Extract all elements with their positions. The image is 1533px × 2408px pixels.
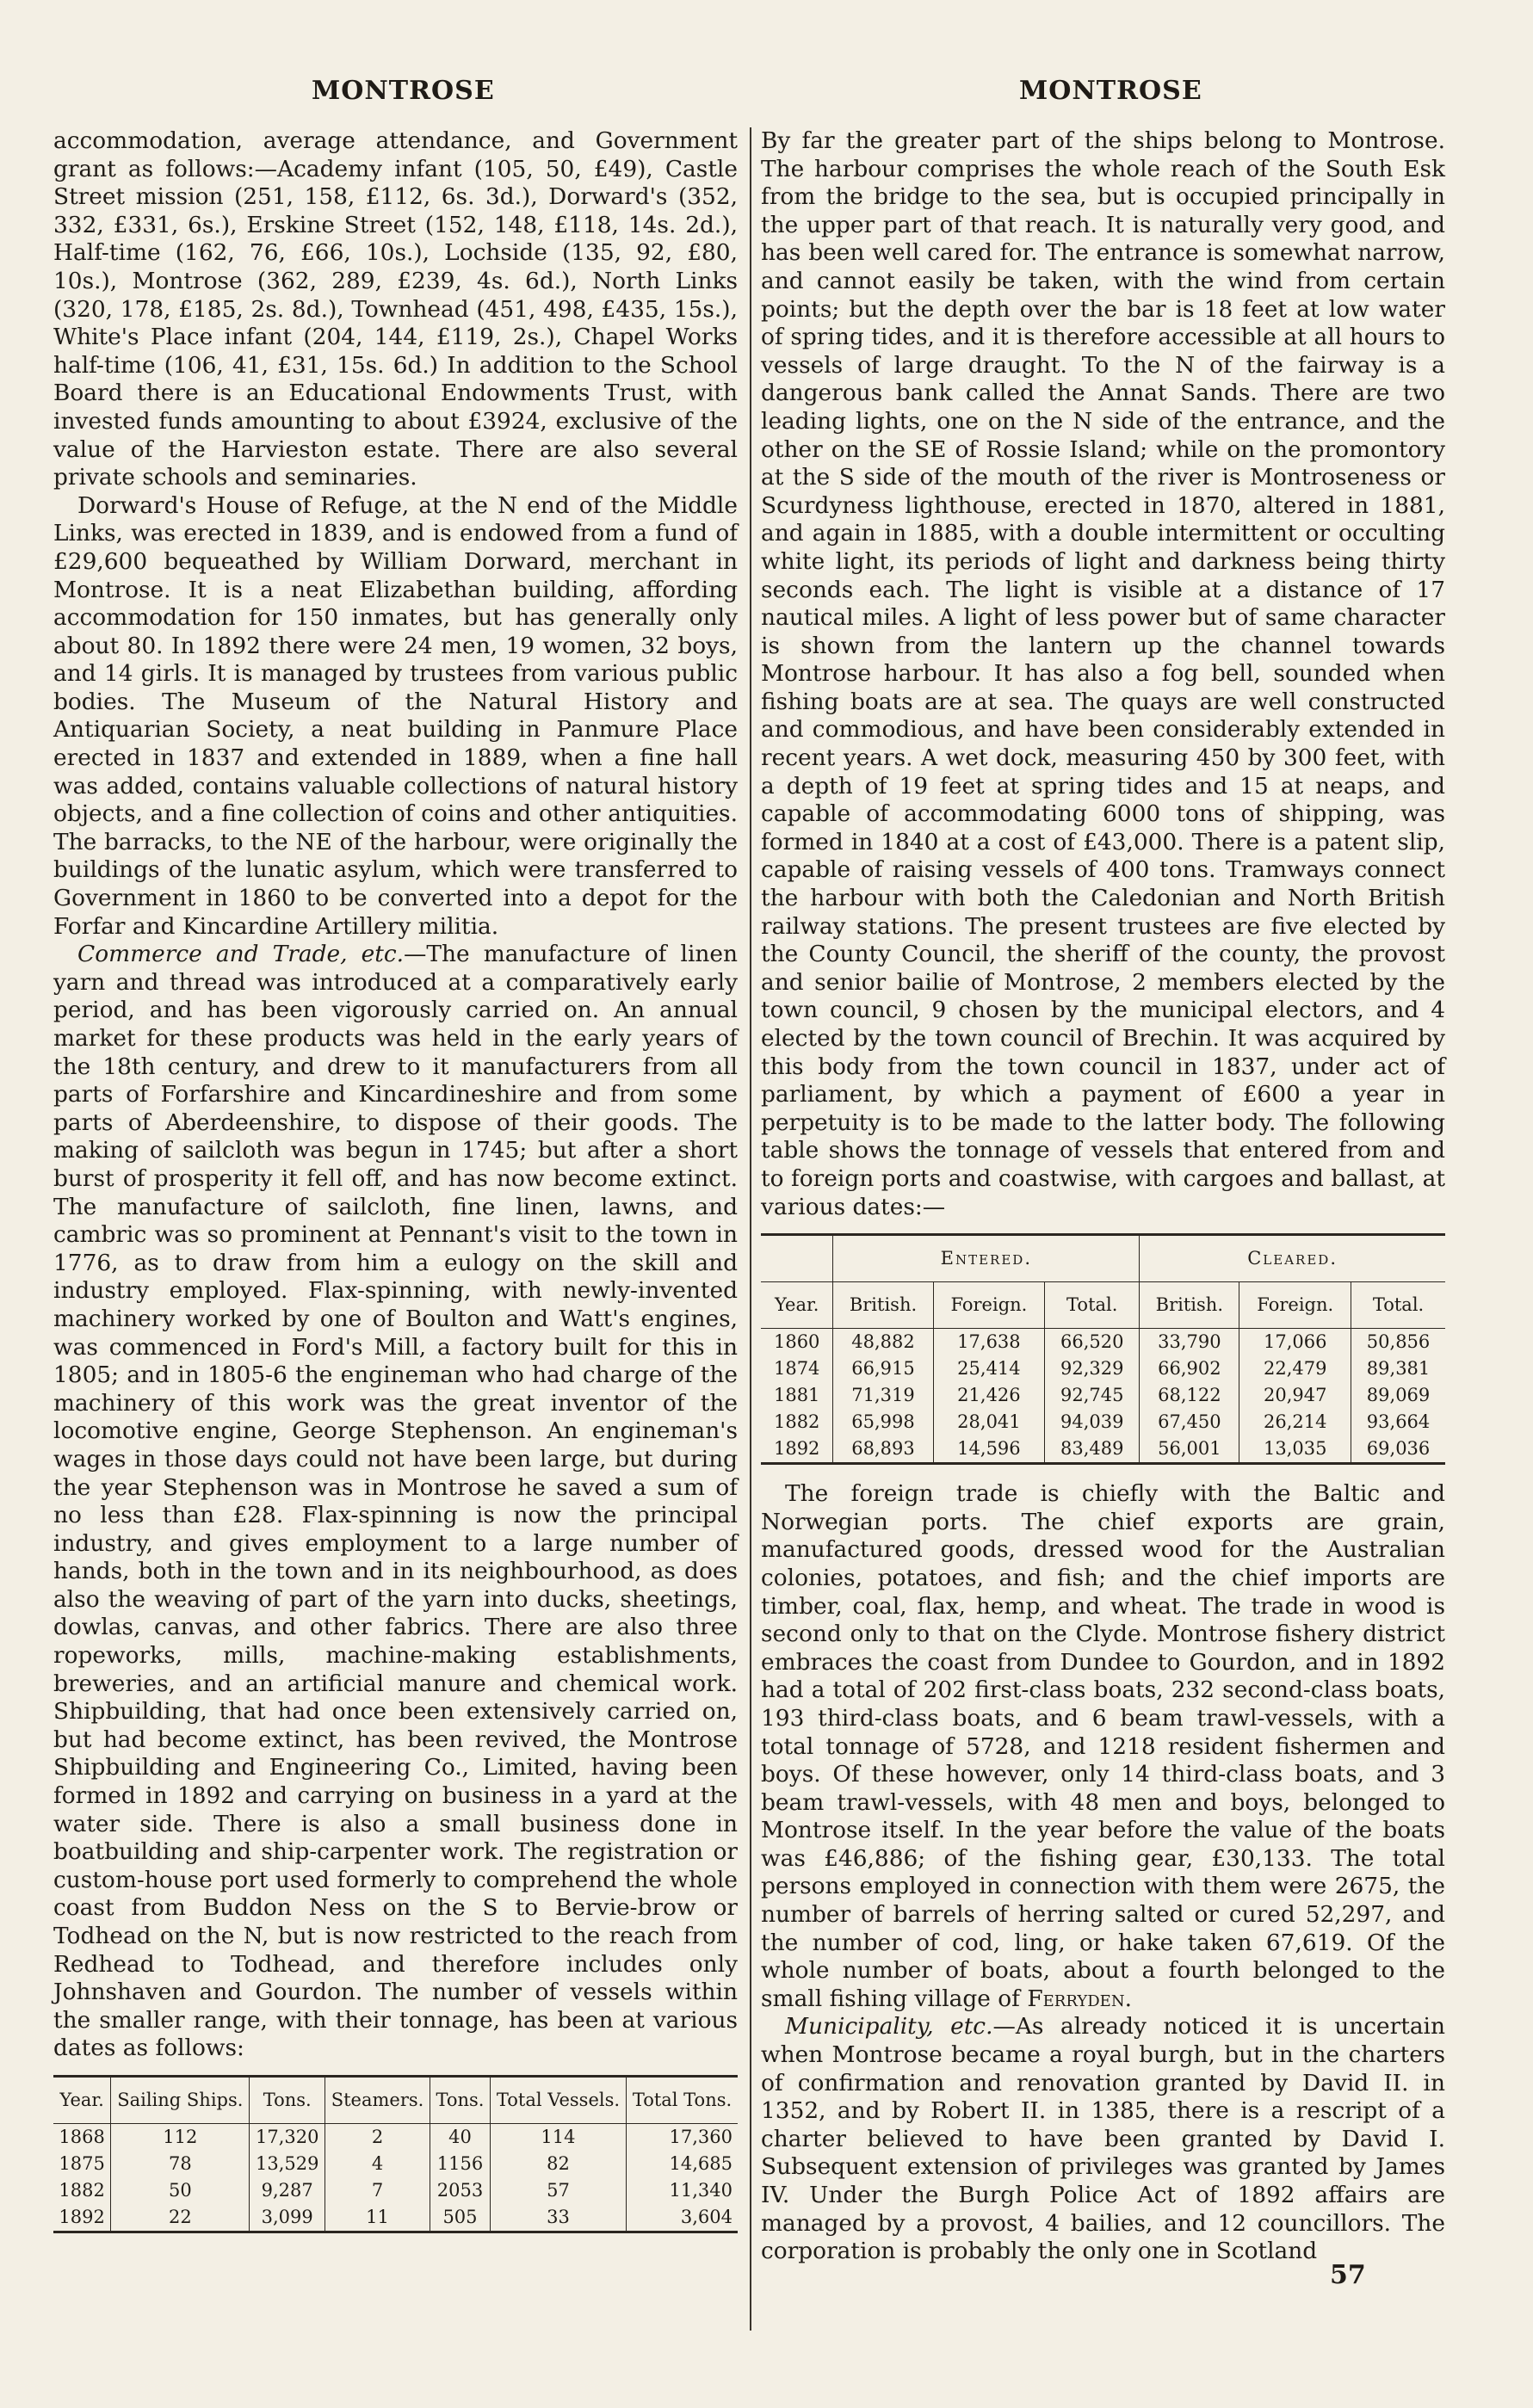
table-cell: 82 xyxy=(490,2151,626,2177)
table-cell: 89,069 xyxy=(1351,1382,1445,1409)
table-cell: 20,947 xyxy=(1239,1382,1351,1409)
table-cell: 13,529 xyxy=(250,2151,325,2177)
paragraph-commerce-text: —The manufacture of linen yarn and thread was introduced at a comparatively early period, and has been vigorously carried on. An annual market for these products was held in the early years of the 18th century, and drew to it manufacturers from all parts of Forfarshire and Kincardineshire and from some parts of Aberdeenshire, to dispose of their goods. The making of sailcloth was begun in 1745; but after a short burst of prosperity it fell off, and has now become extinct. The manufacture of sailcloth, fine linen, lawns, and cambric was so prominent at Pennant's visit to the town in 1776, as to draw from him a eulogy on the skill and industry employed. Flax-spinning, with newly-invented machinery worked by one of Boulton and Watt's engines, was commenced in Ford's Mill, a factory built for this in 1805; and in 1805-6 the engineman who had charge of the machinery of this work was the great inventor of the locomotive engine, George Stephenson. An engineman's wages in those days could not have been large, but during the year Stephenson was in Montrose he saved a sum of no less than £28. Flax-spinning is now the principal industry, and gives employment to a large number of hands, both in the town and in its neighbourhood, as does also the weaving of part of the yarn into ducks, sheetings, dowlas, canvas, and other fabrics. There are also three ropeworks, mills, machine-making establishments, breweries, and an artificial manure and chemical work. Shipbuilding, that had once been extensively carried on, but had become extinct, has been revived, the Montrose Shipbuilding and Engineering Co., Limited, having been formed in 1892 and carrying on business in a yard at the water side. There is also a small business done in boatbuilding and ship-carpenter work. The registration or custom-house port used formerly to comprehend the whole coast from Buddon Ness on the S to Bervie-brow or Todhead on the N, but is now restricted to the reach from Redhead to Todhead, and therefore includes only Johnshaven and Gourdon. The number of vessels within the smaller range, with their tonnage, has been at various dates as follows: xyxy=(53,941,738,2062)
table-cell: 505 xyxy=(430,2204,491,2232)
table-cell: 1156 xyxy=(430,2151,491,2177)
table-cell: 11 xyxy=(325,2204,430,2232)
table-group-spacer xyxy=(761,1235,833,1282)
table-row xyxy=(761,1382,1445,1409)
table-cell: 1881 xyxy=(773,1385,820,1406)
table-header: Year. xyxy=(53,2076,111,2123)
table-cell: 17,066 xyxy=(1239,1329,1351,1356)
running-header-right: MONTROSE xyxy=(1019,76,1202,106)
table-cell: 3,604 xyxy=(627,2204,739,2232)
right-column xyxy=(761,127,1445,2266)
table-cell: 4 xyxy=(325,2151,430,2177)
table-cell: 78 xyxy=(111,2151,250,2177)
table-cell: 25,414 xyxy=(933,1355,1045,1382)
table-cell: 89,381 xyxy=(1351,1355,1445,1382)
paragraph-refuge: Dorward's House of Refuge, at the N end of the Middle Links, was erected in 1839, and is endowed from a fund of £29,600 bequeathed by William Dorward, merchant in Montrose. It is a neat Elizabethan building, affording accommodation for 150 inmates, but has generally only about 80. In 1892 there were 24 men, 19 women, 32 boys, and 14 girls. It is managed by trustees from various public bodies. The Museum of the Natural History and Antiquarian Society, a neat building in Panmure Place erected in 1837 and extended in 1889, when a fine hall was added, contains valuable collections of natural history objects, and a fine collection of coins and other antiquities. The barracks, to the NE of the harbour, were originally the buildings of the lunatic asylum, which were transferred to Government in 1860 to be converted into a depot for the Forfar and Kincardine Artillery militia. xyxy=(53,491,738,940)
column-divider xyxy=(750,127,751,2331)
table-cell: 1860 xyxy=(773,1331,820,1353)
table-row xyxy=(53,2204,738,2232)
table-cell: 2 xyxy=(325,2123,430,2151)
table-header: British. xyxy=(833,1282,933,1329)
table-row xyxy=(761,1436,1445,1464)
table-cell: 2053 xyxy=(430,2177,491,2204)
table-cell: 71,319 xyxy=(833,1382,933,1409)
table-cell: 1892 xyxy=(773,1438,820,1460)
table-cell: 17,360 xyxy=(627,2123,739,2151)
table-header: Tons. xyxy=(430,2076,491,2123)
paragraph-municipality xyxy=(761,2013,1445,2265)
table-cell: 92,745 xyxy=(1045,1382,1140,1409)
table-cell: 56,001 xyxy=(1140,1436,1239,1464)
table-cell: 94,039 xyxy=(1045,1409,1140,1436)
table-cell: 50,856 xyxy=(1351,1329,1445,1356)
table-cell: 28,041 xyxy=(933,1409,1045,1436)
tonnage-table xyxy=(761,1233,1445,1465)
table-header: Total Tons. xyxy=(627,2076,739,2123)
table-cell: 11,340 xyxy=(627,2177,739,2204)
table-cell: 83,489 xyxy=(1045,1436,1140,1464)
table-header: Foreign. xyxy=(1239,1282,1351,1329)
section-heading-commerce: Commerce and Trade, etc. xyxy=(77,941,404,968)
running-header-left: MONTROSE xyxy=(312,76,495,106)
table-row xyxy=(53,2177,738,2204)
paragraph-commerce xyxy=(53,941,738,2063)
table-cell: 48,882 xyxy=(833,1329,933,1356)
table-group-cleared: Cleared. xyxy=(1140,1235,1445,1282)
table-cell: 21,426 xyxy=(933,1382,1045,1409)
paragraph-municipality-text: —As already noticed it is uncertain when Montrose became a royal burgh, but in the charters of confirmation and renovation granted by David II. in 1352, and by Robert II. in 1385, there is a rescript of a charter believed to have been granted by David I. Subsequent extension of privileges was granted by James IV. Under the Burgh Police Act of 1892 affairs are managed by a provost, 4 bailies, and 12 councillors. The corporation is probably the only one in Scotland xyxy=(761,2013,1445,2265)
table-cell: 17,638 xyxy=(933,1329,1045,1356)
table-cell: 93,664 xyxy=(1351,1409,1445,1436)
table-row xyxy=(53,2123,738,2151)
table-cell: 57 xyxy=(490,2177,626,2204)
left-column xyxy=(53,127,738,2249)
table-cell: 1875 xyxy=(59,2152,105,2174)
place-name-ferryden: Ferryden. xyxy=(1027,1985,1132,2012)
table-cell: 22 xyxy=(111,2204,250,2232)
table-cell: 67,450 xyxy=(1140,1409,1239,1436)
table-cell: 92,329 xyxy=(1045,1355,1140,1382)
table-row xyxy=(761,1355,1445,1382)
table-cell: 14,596 xyxy=(933,1436,1045,1464)
table-cell: 7 xyxy=(325,2177,430,2204)
table-cell: 69,036 xyxy=(1351,1436,1445,1464)
table-group-entered: Entered. xyxy=(833,1235,1140,1282)
paragraph-foreign-trade-text: The foreign trade is chiefly with the Baltic and Norwegian ports. The chief exports are grain, manufactured goods, dressed wood for the Australian colonies, potatoes, and fish; and the chief imports are timber, coal, flax, hemp, and wheat. The trade in wood is second only to that on the Clyde. Montrose fishery district embraces the coast from Dundee to Gourdon, and in 1892 had a total of 202 first-class boats, 232 second-class boats, 193 third-class boats, and 6 beam trawl-vessels, with a total tonnage of 5728, and 1218 resident fishermen and boys. Of these however, only 14 third-class boats, and 3 beam trawl-vessels, with 48 men and boys, belonged to Montrose itself. In the year before the value of the boats was £46,886; of the fishing gear, £30,133. The total persons employed in connection with them were 2675, the number of barrels of herring salted or cured 52,297, and the number of cod, ling, or hake taken 67,619. Of the whole number of boats, about a fourth belonged to the small fishing village of xyxy=(761,1480,1445,2012)
table-cell: 66,902 xyxy=(1140,1355,1239,1382)
paragraph-schools: accommodation, average attendance, and Government grant as follows:—Academy infant (105, 50, £49), Castle Street mission (251, 158, £112, 6s. 3d.), Dorward's (352, 332, £331, 6s.), Erskine Street (152, 148, £118, 14s. 2d.), Half-time (162, 76, £66, 10s.), Lochside (135, 92, £80, 10s.), Montrose (362, 289, £239, 4s. 6d.), North Links (320, 178, £185, 2s. 8d.), Townhead (451, 498, £435, 15s.), White's Place infant (204, 144, £119, 2s.), Chapel Works half-time (106, 41, £31, 15s. 6d.) In addition to the School Board there is an Educational Endowments Trust, with invested funds amounting to about £3924, exclusive of the value of the Harvieston estate. There are also several private schools and seminaries. xyxy=(53,127,738,491)
table-header: Tons. xyxy=(250,2076,325,2123)
table-header: British. xyxy=(1140,1282,1239,1329)
table-cell: 40 xyxy=(430,2123,491,2151)
vessels-table xyxy=(53,2075,738,2233)
table-cell: 68,893 xyxy=(833,1436,933,1464)
table-cell: 1868 xyxy=(59,2126,105,2147)
table-header: Sailing Ships. xyxy=(111,2076,250,2123)
table-cell: 66,520 xyxy=(1045,1329,1140,1356)
paragraph-foreign-trade xyxy=(761,1480,1445,2013)
table-header: Total Vessels. xyxy=(490,2076,626,2123)
table-header: Steamers. xyxy=(325,2076,430,2123)
table-cell: 14,685 xyxy=(627,2151,739,2177)
table-header: Foreign. xyxy=(933,1282,1045,1329)
page-number: 57 xyxy=(1330,2260,1366,2290)
section-heading-municipality: Municipality, etc. xyxy=(785,2013,993,2041)
table-cell: 13,035 xyxy=(1239,1436,1351,1464)
table-header: Total. xyxy=(1045,1282,1140,1329)
table-cell: 68,122 xyxy=(1140,1382,1239,1409)
table-cell: 112 xyxy=(111,2123,250,2151)
table-header: Total. xyxy=(1351,1282,1445,1329)
table-row xyxy=(53,2151,738,2177)
table-cell: 1874 xyxy=(773,1358,820,1380)
table-cell: 22,479 xyxy=(1239,1355,1351,1382)
table-cell: 3,099 xyxy=(250,2204,325,2232)
table-row xyxy=(761,1409,1445,1436)
table-cell: 17,320 xyxy=(250,2123,325,2151)
table-cell: 26,214 xyxy=(1239,1409,1351,1436)
table-cell: 66,915 xyxy=(833,1355,933,1382)
table-cell: 1892 xyxy=(59,2206,105,2227)
table-cell: 9,287 xyxy=(250,2177,325,2204)
table-cell: 50 xyxy=(111,2177,250,2204)
paragraph-harbour: By far the greater part of the ships belong to Montrose. The harbour comprises the whole reach of the South Esk from the bridge to the sea, but is occupied principally in the upper part of that reach. It is naturally very good, and has been well cared for. The entrance is somewhat narrow, and cannot easily be taken, with the wind from certain points; but the depth over the bar is 18 feet at low water of spring tides, and it is therefore accessible at all hours to vessels of large draught. To the N of the fairway is a dangerous bank called the Annat Sands. There are two leading lights, one on the N side of the entrance, and the other on the SE of Rossie Island; while on the promontory at the S side of the mouth of the river is Montroseness or Scurdyness lighthouse, erected in 1870, altered in 1881, and again in 1885, with a double intermittent or occulting white light, its periods of light and darkness being thirty seconds each. The light is visible at a distance of 17 nautical miles. A light of less power but of same character is shown from the lantern up the channel towards Montrose harbour. It has also a fog bell, sounded when fishing boats are at sea. The quays are well constructed and commodious, and have been considerably extended in recent years. A wet dock, measuring 450 by 300 feet, with a depth of 19 feet at spring tides and 15 at neaps, and capable of accommodating 6000 tons of shipping, was formed in 1840 at a cost of £43,000. There is a patent slip, capable of raising vessels of 400 tons. Tramways connect the harbour with both the Caledonian and North British railway stations. The present trustees are five elected by the County Council, the sheriff of the county, the provost and senior bailie of Montrose, 2 members elected by the town council, 9 chosen by the municipal electors, and 4 elected by the town council of Brechin. It was acquired by this body from the town council in 1837, under act of parliament, by which a payment of £600 a year in perpetuity is to be made to the latter body. The following table shows the tonnage of vessels that entered from and to foreign ports and coastwise, with cargoes and ballast, at various dates:— xyxy=(761,127,1445,1220)
table-row xyxy=(761,1329,1445,1356)
table-cell: 1882 xyxy=(59,2179,105,2201)
table-header: Year. xyxy=(761,1282,833,1329)
table-cell: 33,790 xyxy=(1140,1329,1239,1356)
table-cell: 65,998 xyxy=(833,1409,933,1436)
table-cell: 114 xyxy=(490,2123,626,2151)
table-cell: 33 xyxy=(490,2204,626,2232)
table-cell: 1882 xyxy=(773,1411,820,1433)
